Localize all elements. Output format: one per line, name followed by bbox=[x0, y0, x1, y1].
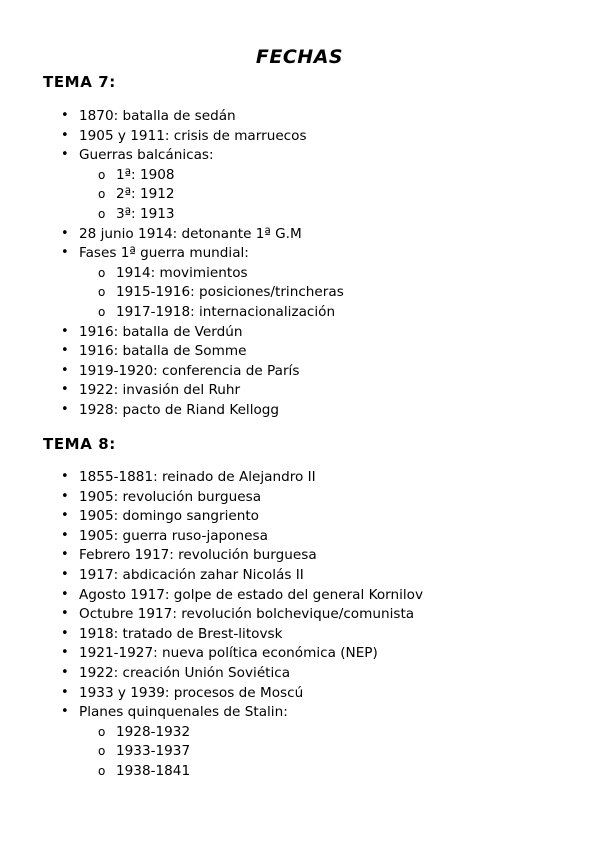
section-heading-tema-7: TEMA 7: bbox=[43, 73, 116, 91]
list-item-text: 3ª: 1913 bbox=[116, 206, 175, 222]
list-item-text: 1921-1927: nueva política económica (NEP) bbox=[79, 645, 378, 662]
list-item-text: Octubre 1917: revolución bolchevique/comunista bbox=[79, 606, 415, 623]
list-item-text: 1917-1918: internacionalización bbox=[116, 304, 336, 320]
list-item-text: Guerras balcánicas: bbox=[79, 147, 214, 164]
list-item-text: 1938-1841 bbox=[116, 763, 191, 779]
list-item-text: 1870: batalla de sedán bbox=[79, 108, 236, 124]
list-item-text: 1916: batalla de Somme bbox=[79, 343, 247, 360]
list-item-text: 1ª: 1908 bbox=[116, 166, 175, 183]
list-item-text: 1914: movimientos bbox=[116, 264, 248, 281]
bullet-icon: • bbox=[61, 147, 69, 163]
bullet-icon: • bbox=[61, 225, 69, 241]
bullet-icon: • bbox=[61, 108, 69, 123]
list-item-text: 1918: tratado de Brest-litovsk bbox=[79, 625, 283, 642]
bullet-icon: • bbox=[61, 547, 69, 563]
list-item-text: Planes quinquenales de Stalin: bbox=[79, 704, 288, 721]
bullet-icon: • bbox=[61, 665, 69, 680]
bullet-icon: • bbox=[61, 645, 69, 661]
bullet-icon: • bbox=[61, 382, 69, 398]
bullet-icon: • bbox=[61, 402, 69, 417]
bullet-icon: • bbox=[61, 704, 69, 720]
hollow-bullet-icon: o bbox=[98, 285, 106, 300]
bullet-icon: • bbox=[61, 323, 69, 339]
list-item-text: Agosto 1917: golpe de estado del general Kornilov bbox=[79, 586, 424, 603]
list-item-text: 1915-1916: posiciones/trincheras bbox=[116, 284, 344, 301]
list-item-text: 1905: guerra ruso-japonesa bbox=[79, 527, 268, 544]
list-item-text: Febrero 1917: revolución burguesa bbox=[79, 547, 317, 564]
hollow-bullet-icon: o bbox=[98, 305, 106, 319]
bullet-icon: • bbox=[61, 625, 69, 641]
bullet-icon: • bbox=[61, 606, 69, 622]
list-item-text: 1933 y 1939: procesos de Moscú bbox=[79, 684, 304, 701]
bullet-icon: • bbox=[61, 567, 69, 582]
list-item-text: 1855-1881: reinado de Alejandro II bbox=[79, 469, 316, 485]
bullet-icon: • bbox=[61, 508, 69, 524]
list-item-text: 1933-1937 bbox=[116, 743, 191, 760]
list-item-text: 28 junio 1914: detonante 1ª G.M bbox=[79, 225, 302, 242]
hollow-bullet-icon: o bbox=[98, 764, 106, 778]
hollow-bullet-icon: o bbox=[98, 167, 106, 182]
hollow-bullet-icon: o bbox=[98, 187, 106, 202]
list-item-text: 2ª: 1912 bbox=[116, 186, 175, 203]
section-heading-tema-8: TEMA 8: bbox=[43, 435, 116, 453]
list-item-text: 1905: domingo sangriento bbox=[79, 508, 259, 525]
hollow-bullet-icon: o bbox=[98, 265, 106, 280]
list-item-text: 1919-1920: conferencia de París bbox=[79, 362, 300, 379]
list-item-text: 1916: batalla de Verdún bbox=[79, 323, 243, 340]
bullet-icon: • bbox=[61, 527, 69, 543]
list-item-text: 1905: revolución burguesa bbox=[79, 488, 262, 505]
document-title: FECHAS bbox=[255, 46, 344, 68]
bullet-icon: • bbox=[61, 127, 69, 143]
bullet-icon: • bbox=[61, 245, 69, 261]
hollow-bullet-icon: o bbox=[98, 724, 106, 739]
bullet-icon: • bbox=[61, 684, 69, 700]
bullet-icon: • bbox=[61, 586, 69, 602]
list-item-text: 1922: creación Unión Soviética bbox=[79, 665, 291, 681]
list-item-text: 1905 y 1911: crisis de marruecos bbox=[79, 127, 307, 144]
bullet-icon: • bbox=[61, 343, 69, 359]
bullet-icon: • bbox=[61, 488, 69, 504]
bullet-icon: • bbox=[61, 362, 69, 378]
list-item-text: 1922: invasión del Ruhr bbox=[79, 382, 241, 399]
list-item-text: 1917: abdicación zahar Nicolás II bbox=[79, 567, 304, 583]
list-item-text: Fases 1ª guerra mundial: bbox=[79, 245, 249, 262]
hollow-bullet-icon: o bbox=[98, 744, 106, 759]
bullet-icon: • bbox=[61, 469, 69, 484]
list-item-text: 1928: pacto de Riand Kellogg bbox=[79, 402, 280, 418]
hollow-bullet-icon: o bbox=[98, 207, 106, 221]
list-item-text: 1928-1932 bbox=[116, 723, 191, 740]
